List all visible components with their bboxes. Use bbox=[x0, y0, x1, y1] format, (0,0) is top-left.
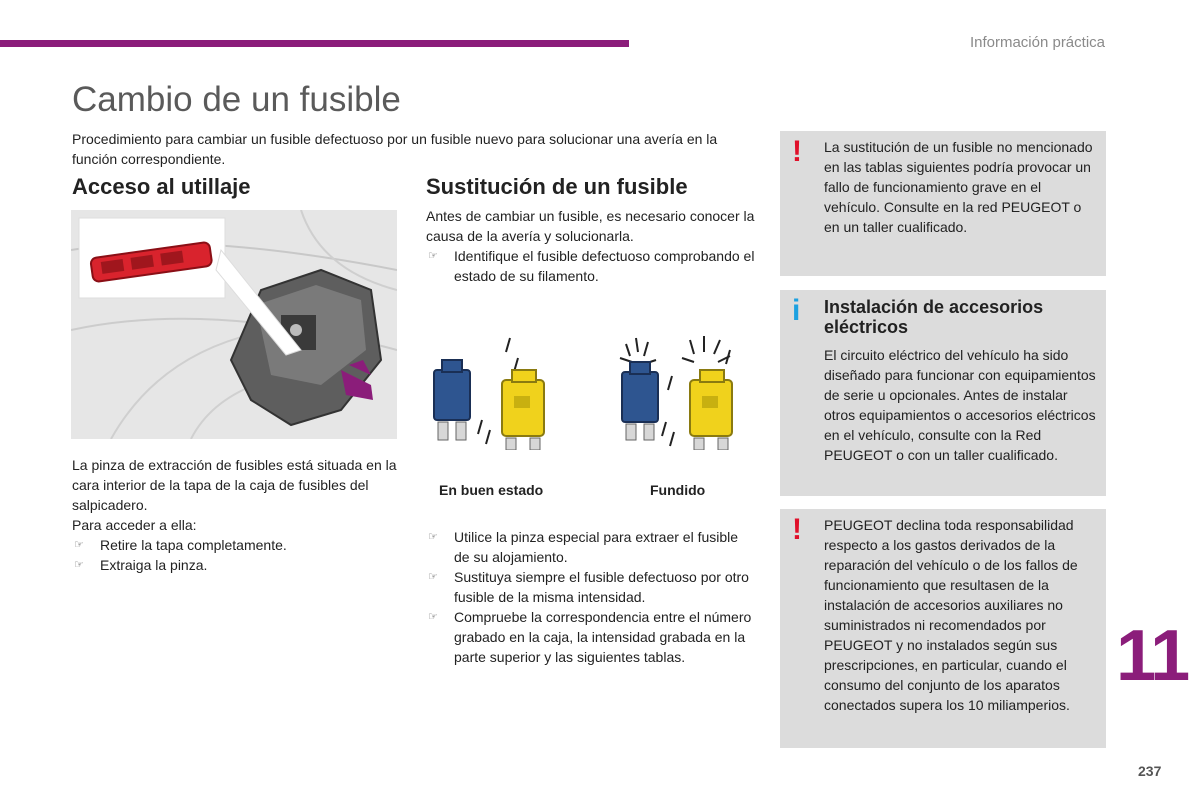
pointer-icon: ☞ bbox=[428, 571, 438, 583]
page-number: 237 bbox=[1138, 763, 1162, 779]
intro-paragraph: Procedimiento para cambiar un fusible defectuoso por un fusible nuevo para solucionar una avería en la función correspondiente. bbox=[72, 131, 718, 167]
replacement-paragraph: Antes de cambiar un fusible, es necesario conocer la causa de la avería y solucionarla. bbox=[426, 208, 755, 244]
list-item: ☞ Utilice la pinza especial para extraer el fusible de su alojamiento. bbox=[428, 529, 739, 565]
replacement-steps bbox=[426, 527, 756, 667]
pointer-icon: ☞ bbox=[428, 250, 438, 262]
access-text bbox=[72, 455, 402, 575]
info-icon: i bbox=[792, 294, 801, 327]
warning-box-fuses bbox=[780, 131, 1106, 276]
fuse-good-illustration bbox=[434, 338, 544, 450]
pointer-icon: ☞ bbox=[74, 539, 84, 551]
caption-good: En buen estado bbox=[439, 482, 544, 498]
fuse-diagram bbox=[420, 330, 750, 450]
info-title: Instalación de accesorios eléctricos bbox=[824, 297, 1044, 337]
fuse-blown-illustration bbox=[620, 336, 732, 450]
chapter-number: 11 bbox=[1116, 616, 1189, 696]
access-lead: Para acceder a ella: bbox=[72, 517, 197, 533]
pointer-icon: ☞ bbox=[74, 559, 84, 571]
list-item: ☞ Extraiga la pinza. bbox=[74, 557, 208, 573]
warning-icon: ! bbox=[792, 513, 802, 546]
pointer-icon: ☞ bbox=[428, 531, 438, 543]
list-item: ☞ Retire la tapa completamente. bbox=[74, 537, 287, 553]
pointer-icon: ☞ bbox=[428, 611, 438, 623]
warning-text: La sustitución de un fusible no mencionado en las tablas siguientes podría provocar un fallo de funcionamiento grave en el vehículo. Consulte en la red PEUGEOT o en un taller cualificado. bbox=[824, 139, 1093, 235]
replacement-intro bbox=[426, 206, 756, 286]
warning-icon: ! bbox=[792, 135, 802, 168]
warning-box-liability bbox=[780, 509, 1106, 748]
access-paragraph: La pinza de extracción de fusibles está situada en la cara interior de la tapa de la caja de fusibles del salpicadero. bbox=[72, 457, 397, 513]
caption-blown: Fundido bbox=[650, 482, 706, 498]
header-accent-bar bbox=[0, 40, 629, 47]
info-text: El circuito eléctrico del vehículo ha sido diseñado para funcionar con equipamientos de serie u opcionales. Antes de instalar otros equipamientos o accesorios eléctricos en el vehículo, consulte con la Red PEUGEOT o con un taller cualificado. bbox=[824, 347, 1096, 463]
fusebox-illustration bbox=[71, 210, 397, 439]
warning-text: PEUGEOT declina toda responsabilidad respecto a los gastos derivados de la reparación del vehículo o de los fallos de funcionamiento que resultasen de la instalación de accesorios auxiliares no suministrados ni recomendados por PEUGEOT y no instalados según sus prescripciones, en particular, cuando el consumo del conjunto de los aparatos conectados supera los 10 miliamperios. bbox=[824, 517, 1078, 713]
info-box-accessories bbox=[780, 290, 1106, 496]
section-header: Información práctica bbox=[969, 34, 1105, 51]
page-title: Cambio de un fusible bbox=[72, 80, 401, 119]
replacement-heading: Sustitución de un fusible bbox=[426, 174, 688, 199]
list-item: ☞ Compruebe la correspondencia entre el número grabado en la caja, la intensidad grabada en la parte superior y las siguientes tablas. bbox=[428, 609, 752, 665]
list-item: ☞ Sustituya siempre el fusible defectuoso por otro fusible de la misma intensidad. bbox=[428, 569, 749, 605]
list-item: ☞ Identifique el fusible defectuoso comprobando el estado de su filamento. bbox=[428, 248, 755, 284]
access-heading: Acceso al utillaje bbox=[72, 174, 251, 199]
